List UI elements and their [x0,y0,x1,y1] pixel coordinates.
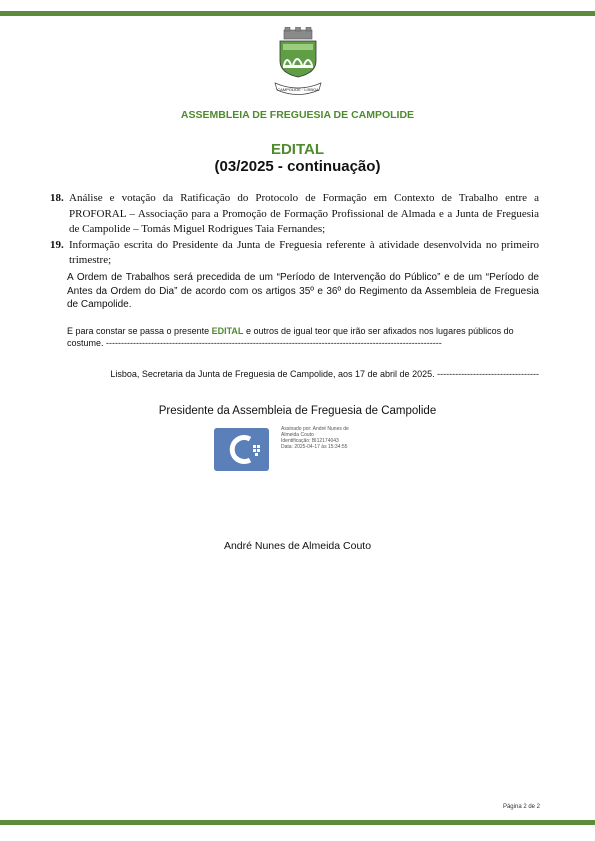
page-number: Página 2 de 2 [502,804,540,810]
agenda-items [50,191,539,269]
agenda-item-number: 19. [50,238,64,251]
constar-edital-highlight: EDITAL [211,326,244,336]
edital-number: (03/2025 - continuação) [214,158,381,175]
top-rule [0,11,595,16]
constar-text-before: E para constar se passa o presente [67,326,212,336]
ordem-paragraph: A Ordem de Trabalhos será precedida de um “Período de Intervenção do Público” e de um “Período de Antes da Ordem do Dia” de acordo com os artigos 35º e 36º do Regimento da Assembleia de Freguesia de Campolide. [67,272,539,310]
agenda-item-text: Informação escrita do Presidente da Junta de Freguesia referente à atividade desenvolvida no primeiro trimestre; [69,238,539,266]
agenda-item-18 [50,191,539,238]
agenda-item-text: Análise e votação da Ratificação do Protocolo de Formação em Contexto de Trabalho entre a PROFORAL – Associação para a Promoção de Formação Profissional de Almada e a Junta de Freguesia de Campolide – Tomás Miguel Rodrigues Taia Fernandes; [69,192,539,235]
svg-text:CAMPOLIDE · LISBOA: CAMPOLIDE · LISBOA [277,87,319,92]
constar-text-after: e outros de igual teor que irão ser afixados nos lugares públicos do costume. ---------------------------------------------------------------------------------------------------------------- [67,326,514,348]
agenda-item-19 [50,238,539,269]
edital-title: EDITAL [270,141,325,158]
constar-paragraph [67,325,539,349]
bottom-rule [0,820,595,825]
digital-signature-details: Assinado por: André Nunes de Almeida Couto Identificação: BI12174043 Data: 2025-04-17 às 15:34:55 [281,426,349,450]
digital-signature-icon [214,428,269,471]
president-title: Presidente da Assembleia de Freguesia de Campolide [158,405,437,417]
date-line: Lisboa, Secretaria da Junta de Freguesia de Campolide, aos 17 de abril de 2025. ---------------------------------- [110,369,539,379]
signatory-name: André Nunes de Almeida Couto [223,540,372,552]
coat-of-arms-logo [271,27,325,99]
agenda-item-number: 18. [50,192,64,204]
assembly-heading: ASSEMBLEIA DE FREGUESIA DE CAMPOLIDE [180,109,415,121]
